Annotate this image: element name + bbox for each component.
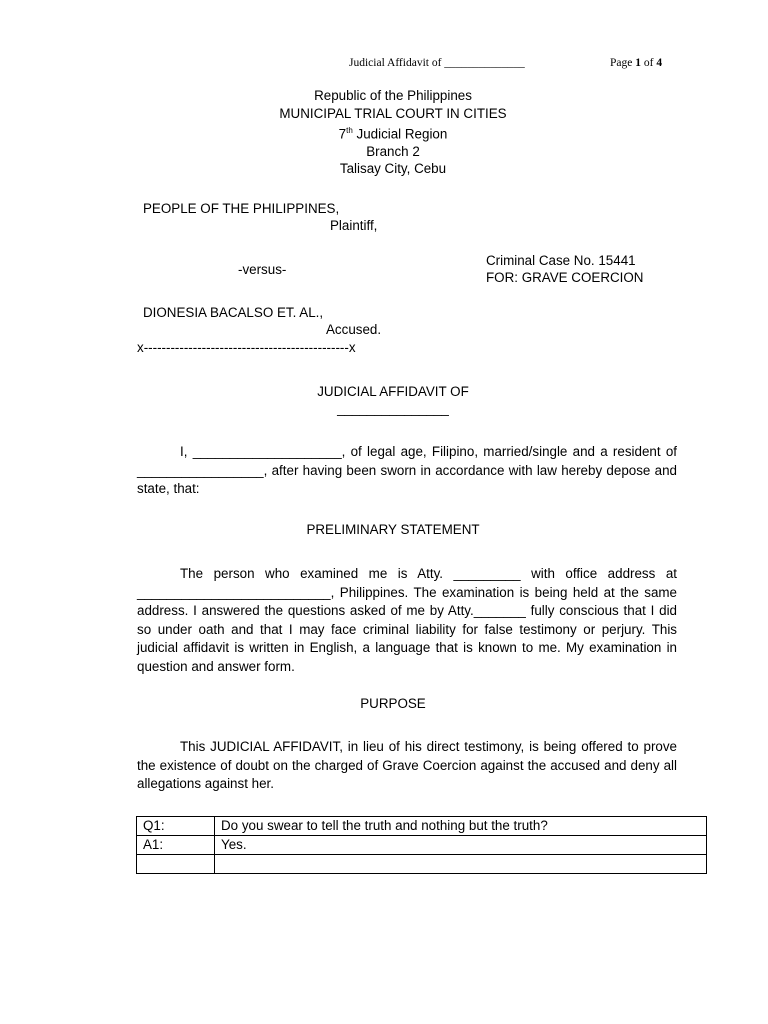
case-number: Criminal Case No. 15441 (486, 253, 636, 268)
affidavit-title: JUDICIAL AFFIDAVIT OF (317, 384, 469, 399)
preliminary-heading: PRELIMINARY STATEMENT (306, 522, 480, 537)
qa-label: A1: (137, 836, 215, 855)
court-heading (0, 87, 768, 178)
page-label: Page (610, 57, 633, 69)
preliminary-text: The person who examined me is Atty. _________ with office address at __________________________, Philippines. The examination is being held at the same address. I answered the questions asked of me by Atty._______ fully conscious that I did so under oath and that I may face criminal liability for false testimony or perjury. This judicial affidavit is written in English, a language that is known to me. My examination in question and answer form. (137, 566, 677, 674)
court-name: MUNICIPAL TRIAL COURT IN CITIES (279, 105, 507, 121)
table-row (137, 817, 707, 836)
table-row (137, 855, 707, 874)
qa-text (215, 855, 707, 874)
purpose-heading: PURPOSE (360, 696, 426, 711)
caption-separator: x----------------------------------------------x (137, 340, 356, 355)
region-number: 7 (338, 126, 347, 142)
intro-text: I, ____________________, of legal age, Filipino, married/single and a resident of _________________, after having been sworn in accordance with law hereby depose and state, that: (137, 444, 677, 496)
versus-label: -versus- (238, 262, 287, 277)
running-header-title: Judicial Affidavit of ______________ (349, 57, 525, 69)
qa-table (136, 816, 707, 874)
page-total: 4 (656, 57, 663, 69)
region-suffix: th (346, 126, 353, 135)
court-branch: Branch 2 (366, 143, 420, 159)
purpose-paragraph (137, 738, 677, 794)
accused-role: Accused. (326, 322, 382, 337)
case-charge: FOR: GRAVE COERCION (486, 270, 644, 285)
page-of: of (643, 57, 654, 69)
intro-paragraph (137, 443, 677, 499)
region-text: Judicial Region (352, 126, 448, 142)
plaintiff-role: Plaintiff, (330, 218, 378, 233)
table-row (137, 836, 707, 855)
court-city: Talisay City, Cebu (339, 161, 447, 177)
purpose-text: This JUDICIAL AFFIDAVIT, in lieu of his direct testimony, is being offered to prove the existence of doubt on the charged of Grave Coercion against the accused and deny all allegations against her. (137, 739, 677, 791)
page-indicator (610, 57, 662, 69)
preliminary-paragraph (137, 565, 677, 676)
qa-text: Do you swear to tell the truth and nothing but the truth? (215, 817, 707, 836)
plaintiff-name: PEOPLE OF THE PHILIPPINES, (143, 201, 340, 216)
court-republic: Republic of the Philippines (314, 88, 472, 103)
accused-name: DIONESIA BACALSO ET. AL., (143, 305, 324, 320)
qa-label: Q1: (137, 817, 215, 836)
qa-text: Yes. (215, 836, 707, 855)
qa-label (137, 855, 215, 874)
page-number: 1 (635, 57, 641, 69)
court-region (0, 122, 768, 143)
affiant-name-blank: _______________ (337, 401, 449, 416)
